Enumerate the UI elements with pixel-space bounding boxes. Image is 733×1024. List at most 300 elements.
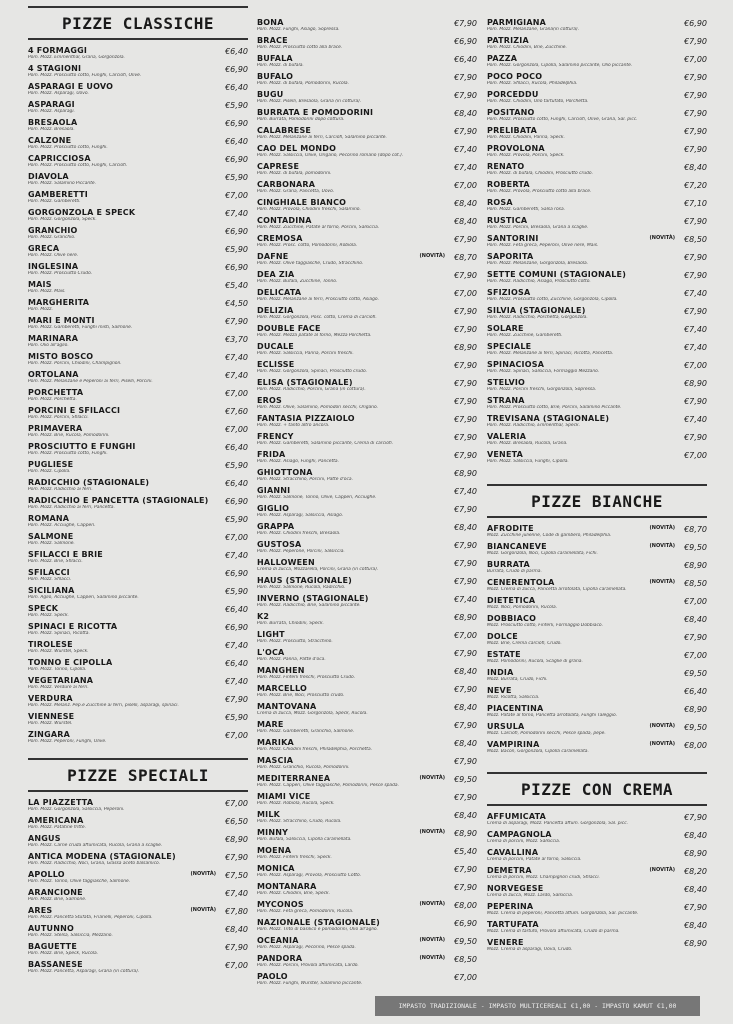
divider [28, 758, 248, 760]
menu-item [257, 594, 477, 612]
item-ingredients: Pom. Mozz. Gamberetti, Salsa rosa. [487, 207, 566, 212]
item-price: €7,90 [684, 73, 707, 82]
item-price: €8,90 [684, 939, 707, 948]
item-price: €7,00 [225, 533, 248, 542]
item-name: PEPERINA [487, 902, 534, 911]
item-ingredients: Pom. Mozz. Sfilacci, Rucola, Philadelphia. [487, 81, 578, 86]
menu-item [257, 198, 477, 216]
item-name: DELICATA [257, 288, 302, 297]
item-name: SFILACCI E BRIE [28, 550, 103, 559]
menu-item [257, 558, 477, 576]
item-ingredients: Pom. Mozz. Speck. [28, 613, 69, 618]
item-name: INGLESINA [28, 262, 79, 271]
item-name: GHIOTTONA [257, 468, 313, 477]
item-ingredients: Mozz. Crema di tartufo, Provola affumicata, Crudo di parma. [487, 929, 620, 934]
menu-item [257, 900, 477, 918]
item-ingredients: Crema di zucca, Mozz. Lardo, Salsiccia. [487, 893, 574, 898]
item-name: INVERNO (STAGIONALE) [257, 594, 369, 603]
item-name: VENETA [487, 450, 524, 459]
item-ingredients: Pom. Mozz. Prosciutto cotto, Brie, Porcini, Salamino Piccante. [487, 405, 622, 410]
menu-list-classiche [28, 46, 248, 748]
menu-item [257, 162, 477, 180]
item-ingredients: Pom. Mozz. Olive, Salamino, Pomodori secchi, Origano. [257, 405, 379, 410]
item-name: MISTO BOSCO [28, 352, 94, 361]
item-ingredients: Pom. Mozz. Stracchino, Crudo, Rucola. [257, 819, 342, 824]
item-ingredients: Pom. Mozz. Granchio. [28, 235, 76, 240]
item-name: POCO POCO [487, 72, 543, 81]
item-ingredients: Pom. Mozz. Grana, Pancetta, Uovo. [257, 189, 335, 194]
menu-item [257, 90, 477, 108]
item-price: €5,90 [225, 101, 248, 110]
item-ingredients: Crema di asparagi, Mozz. Pancetta affum. Gorgonzola, Sal. picc. [487, 821, 628, 826]
novelty-badge: (NOVITÀ) [649, 723, 675, 729]
item-price: €6,90 [454, 37, 477, 46]
item-name: RADICCHIO E PANCETTA (STAGIONALE) [28, 496, 209, 505]
menu-item [257, 918, 477, 936]
menu-item [487, 848, 707, 866]
item-ingredients: Pom. Mozz. Funghi, Würstel, Salamino piccante. [257, 981, 363, 986]
item-name: MONICA [257, 864, 295, 873]
item-ingredients: Pom. Mozz. Melanzane, Gorgonzola, Bresaola. [487, 261, 589, 266]
menu-item [28, 316, 248, 334]
item-price: €7,10 [684, 199, 707, 208]
menu-item [257, 144, 477, 162]
divider [28, 38, 248, 40]
menu-item [257, 828, 477, 846]
item-name: ANGUS [28, 834, 61, 843]
item-name: TREVISANA (STAGIONALE) [487, 414, 610, 423]
item-ingredients: Pom. Mozz. Chiodini freschi, Philadelphia, Porchetta. [257, 747, 373, 752]
item-price: €6,90 [225, 65, 248, 74]
item-price: €7,90 [454, 379, 477, 388]
item-name: 4 STAGIONI [28, 64, 82, 73]
item-price: €7,40 [684, 325, 707, 334]
novelty-badge: (NOVITÀ) [419, 937, 445, 943]
item-name: MYCONOS [257, 900, 304, 909]
menu-item [257, 72, 477, 90]
menu-item [28, 586, 248, 604]
item-price: €7,90 [454, 307, 477, 316]
menu-item [28, 64, 248, 82]
item-ingredients: Mozz. Noci, Pomodorini, Rucola. [487, 605, 558, 610]
item-ingredients: Pom. Mozz. Gorgonzola, Cipolla, Salamino piccante, Olio piccante. [487, 63, 633, 68]
item-price: €7,90 [684, 633, 707, 642]
item-name: AFRODITE [487, 524, 534, 533]
item-price: €7,90 [684, 271, 707, 280]
item-ingredients: Pom. Mozz. Gorgonzola, Salsiccia, Peperoni. [28, 807, 125, 812]
item-ingredients: Pom. Mozz. Prosciutto cotto alla brace. [257, 45, 343, 50]
item-ingredients: Pom. Mozz. Radicchio ai ferri. [28, 487, 93, 492]
menu-item [487, 650, 707, 668]
item-name: BUGU [257, 90, 284, 99]
item-price: €7,90 [684, 217, 707, 226]
item-ingredients: Pom. Mozz. di bufala, Pomodorini, Rucola. [257, 81, 350, 86]
item-name: PIACENTINA [487, 704, 544, 713]
menu-item [487, 414, 707, 432]
item-ingredients: Mozz. Crema di asparagi, Uova, Crudo. [487, 947, 573, 952]
item-ingredients: Pom. Mozz. Prosciutto, Stracchino. [257, 639, 333, 644]
item-price: €7,90 [684, 307, 707, 316]
item-name: GUSTOSA [257, 540, 302, 549]
section-title: PIZZE BIANCHE [531, 492, 663, 511]
item-price: €9,50 [454, 937, 477, 946]
item-name: BURRATA [487, 560, 530, 569]
item-ingredients: Pom. Mozz. Chiodini, Olio tartufato, Porchetta. [487, 99, 589, 104]
item-name: STRANA [487, 396, 525, 405]
menu-item [28, 352, 248, 370]
item-ingredients: Pom. Mozz. Finferli freschi, Speck. [257, 855, 332, 860]
item-ingredients: Pom. Mozz. Brie, Speck, Rucola. [28, 951, 99, 956]
menu-item [257, 216, 477, 234]
item-ingredients: Pom. Mozz. Piselli, Bresaola, Grana (in cottura). [257, 99, 362, 104]
item-name: STELVIO [487, 378, 526, 387]
item-price: €5,90 [225, 713, 248, 722]
item-price: €7,00 [454, 973, 477, 982]
item-name: ASPARAGI [28, 100, 75, 109]
item-price: €8,90 [684, 379, 707, 388]
item-name: DELIZIA [257, 306, 294, 315]
menu-item [487, 668, 707, 686]
item-price: €7,90 [454, 73, 477, 82]
item-name: VALERIA [487, 432, 527, 441]
item-name: OCEANIA [257, 936, 299, 945]
item-name: AFFUMICATA [487, 812, 547, 821]
menu-item [487, 432, 707, 450]
item-ingredients: Pom. Mozz. Porcini, Bresaola, Grana a scaglie. [487, 225, 589, 230]
novelty-badge: (NOVITÀ) [649, 741, 675, 747]
item-price: €7,90 [454, 505, 477, 514]
divider [487, 772, 707, 774]
item-ingredients: Pom. Mozz. Asparagi, Salsiccia, Asiago. [257, 513, 344, 518]
item-name: BURRATA E POMODORINI [257, 108, 374, 117]
item-ingredients: Pom. Mozz. Melanz. Pep.e Zucchine ai ferri, piselli, asparagi, spinaci. [28, 703, 179, 708]
item-ingredients: Pom. Mozz. Gamberetti. [28, 199, 81, 204]
menu-item [28, 906, 248, 924]
item-ingredients: Pom. Mozz. Radicchio, Porchetta, Gorgonzola. [487, 315, 588, 320]
item-price: €7,40 [454, 487, 477, 496]
menu-item [28, 496, 248, 514]
dough-options-footer: IMPASTO TRADIZIONALE - IMPASTO MULTICEREALI €1,00 - IMPASTO KAMUT €1,00 [375, 996, 700, 1016]
novelty-badge: (NOVITÀ) [649, 525, 675, 531]
menu-item [487, 830, 707, 848]
item-ingredients: Pom. Mozz. Prosciutto cotto, Funghi. [28, 451, 108, 456]
item-name: DIAVOLA [28, 172, 69, 181]
item-name: CAPRESE [257, 162, 300, 171]
item-name: LIGHT [257, 630, 285, 639]
menu-item [257, 414, 477, 432]
item-name: CREMOSA [257, 234, 303, 243]
item-price: €7,90 [454, 883, 477, 892]
menu-item [257, 378, 477, 396]
item-ingredients: Pom. Mozz. Gamberetti, Funghi misti, Salmone. [28, 325, 133, 330]
menu-item [257, 630, 477, 648]
menu-item [28, 798, 248, 816]
menu-item [257, 540, 477, 558]
novelty-badge: (NOVITÀ) [190, 907, 216, 913]
item-name: BAGUETTE [28, 942, 77, 951]
item-price: €8,40 [684, 921, 707, 930]
item-name: GORGONZOLA E SPECK [28, 208, 136, 217]
item-name: BASSANESE [28, 960, 83, 969]
item-price: €7,90 [684, 91, 707, 100]
item-name: GAMBERETTI [28, 190, 88, 199]
menu-item [487, 378, 707, 396]
menu-list-crema [487, 812, 707, 956]
item-price: €8,50 [684, 579, 707, 588]
header-classiche [28, 0, 248, 46]
item-price: €7,00 [684, 451, 707, 460]
item-price: €7,90 [454, 397, 477, 406]
item-price: €7,90 [454, 865, 477, 874]
item-price: €7,90 [225, 943, 248, 952]
menu-item [487, 324, 707, 342]
menu-item [487, 216, 707, 234]
item-ingredients: Pom. Mozz. Prosciutto cotto, Zucchine, Gorgonzola, Cipolla. [487, 297, 618, 302]
item-price: €8,90 [684, 561, 707, 570]
menu-item [487, 938, 707, 956]
item-name: VERDURA [28, 694, 73, 703]
item-price: €7,00 [454, 631, 477, 640]
menu-item [257, 396, 477, 414]
item-price: €8,20 [684, 867, 707, 876]
item-ingredients: Pom. Mozz. Zucchine, Gamberetti. [487, 333, 563, 338]
item-ingredients: Crema di porcini, Mozz. Salsiccia. [487, 839, 561, 844]
item-name: DAFNE [257, 252, 289, 261]
item-price: €7,50 [225, 871, 248, 880]
novelty-badge: (NOVITÀ) [419, 955, 445, 961]
item-name: DUCALE [257, 342, 294, 351]
item-ingredients: Pom. Mozz. Peperoni, Funghi, Olive. [28, 739, 107, 744]
item-price: €6,40 [454, 55, 477, 64]
item-ingredients: Pom. Mozz. Zucchine, Patate al forno, Porcini, Salsiccia. [257, 225, 380, 230]
item-name: DIETETICA [487, 596, 536, 605]
menu-item [28, 568, 248, 586]
menu-item [487, 72, 707, 90]
item-ingredients: Pom. Mozz. Bresaola. [28, 127, 75, 132]
item-ingredients: Pom. Mozz. Prosciutto cotto, Funghi, Carciofi. [28, 163, 128, 168]
item-name: CALABRESE [257, 126, 312, 135]
item-ingredients: Mozz. Zucchine julienne, Code di gambero, Philadelphia. [487, 533, 612, 538]
menu-item [487, 686, 707, 704]
item-ingredients: Mozz. Ricotta, Salsiccia. [487, 695, 540, 700]
item-ingredients: Mozz. Bacon, Gorgonzola, Cipolla caramellata. [487, 749, 589, 754]
item-price: €6,40 [225, 479, 248, 488]
item-ingredients: Pom. Mozz. Asparagi, Pecorino, Pesce spada. [257, 945, 356, 950]
item-name: ROBERTA [487, 180, 530, 189]
menu-item [28, 604, 248, 622]
item-price: €7,00 [225, 731, 248, 740]
item-price: €9,50 [454, 775, 477, 784]
menu-item [487, 162, 707, 180]
item-name: SPINACIOSA [487, 360, 545, 369]
item-price: €7,00 [684, 55, 707, 64]
item-ingredients: Pom. Mozz. Porcini, Provola affumicata, Lardo. [257, 963, 359, 968]
novelty-badge: (NOVITÀ) [649, 543, 675, 549]
item-price: €6,40 [684, 687, 707, 696]
menu-item [28, 478, 248, 496]
item-name: POSITANO [487, 108, 535, 117]
item-name: GRAPPA [257, 522, 295, 531]
menu-item [257, 810, 477, 828]
menu-item [487, 144, 707, 162]
item-price: €7,40 [225, 551, 248, 560]
item-name: CAVALLINA [487, 848, 539, 857]
item-price: €8,70 [454, 253, 477, 262]
item-ingredients: Pom. Mozz. Olive nere. [28, 253, 79, 258]
item-ingredients: Mozz. Crema di zucca, Pancetta arrotolata, Cipolla caramellata. [487, 587, 627, 592]
menu-item [257, 306, 477, 324]
menu-item [487, 920, 707, 938]
section-title: PIZZE SPECIALI [67, 766, 209, 785]
menu-item [28, 172, 248, 190]
item-name: SFILACCI [28, 568, 70, 577]
item-ingredients: Pom. Mozz. Tonno, Cipolla. [28, 667, 87, 672]
item-price: €7,90 [454, 91, 477, 100]
menu-item [28, 532, 248, 550]
item-name: AUTUNNO [28, 924, 74, 933]
item-price: €7,40 [684, 415, 707, 424]
item-name: SALMONE [28, 532, 74, 541]
item-price: €8,00 [454, 901, 477, 910]
item-ingredients: Pom. Mozz. Prosciutto cotto, Funghi, Carciofi, Olive. [28, 73, 142, 78]
item-ingredients: Crema di porcini, Mozz. Champignon crudi, Sfilacci. [487, 875, 600, 880]
item-price: €7,40 [225, 641, 248, 650]
item-ingredients: Pom. Mozz. Asparagi, Provola, Prosciutto Cotto. [257, 873, 362, 878]
item-name: SILVIA (STAGIONALE) [487, 306, 586, 315]
item-ingredients: Pom. Mozz. Mais. [28, 289, 66, 294]
item-ingredients: Pom. Mozz. Melanzane, Grana(in cottura). [487, 27, 580, 32]
menu-item [257, 576, 477, 594]
menu-item [487, 884, 707, 902]
section-title: PIZZE CLASSICHE [62, 14, 214, 33]
item-ingredients: Pom. Mozz. Sfilacci. [28, 577, 72, 582]
menu-item [28, 640, 248, 658]
item-price: €8,40 [684, 163, 707, 172]
divider [487, 804, 707, 806]
menu-item [28, 942, 248, 960]
item-price: €6,40 [225, 47, 248, 56]
novelty-badge: (NOVITÀ) [190, 871, 216, 877]
menu-list-middle [257, 18, 477, 990]
item-ingredients: Pom. Mozz. Salmone, Tonno, Olive, Capperi, Acciughe. [257, 495, 377, 500]
menu-item [257, 720, 477, 738]
item-name: K2 [257, 612, 270, 621]
column-right [487, 18, 707, 956]
item-name: BUFALO [257, 72, 294, 81]
item-price: €7,00 [225, 191, 248, 200]
item-name: LA PIAZZETTA [28, 798, 94, 807]
item-price: €7,90 [454, 541, 477, 550]
item-name: GRANCHIO [28, 226, 78, 235]
item-ingredients: Pom. Mozz. Gamberetti, Granchio, Salmone. [257, 729, 355, 734]
item-ingredients: Pom. Mozz. di bufala, pomodorini. [257, 171, 332, 176]
item-price: €6,50 [225, 817, 248, 826]
menu-item [487, 108, 707, 126]
item-name: TIROLESE [28, 640, 73, 649]
item-price: €8,40 [454, 739, 477, 748]
item-name: TONNO E CIPOLLA [28, 658, 113, 667]
item-price: €4,50 [225, 299, 248, 308]
menu-item [28, 208, 248, 226]
menu-item [487, 252, 707, 270]
item-ingredients: Pom. Mozz. Radicchio, Asiago, Prosciutto cotto. [487, 279, 591, 284]
menu-item [487, 560, 707, 578]
menu-item [257, 288, 477, 306]
item-price: €7,90 [454, 721, 477, 730]
item-name: PORCINI E SFILACCI [28, 406, 121, 415]
item-name: PANDORA [257, 954, 303, 963]
item-ingredients: Pom. Mozz. Würstel, Speck. [28, 649, 89, 654]
menu-item [257, 486, 477, 504]
menu-item [28, 834, 248, 852]
item-price: €7,90 [454, 19, 477, 28]
item-price: €5,40 [225, 281, 248, 290]
menu-item [28, 424, 248, 442]
item-price: €7,80 [225, 907, 248, 916]
item-price: €7,90 [684, 127, 707, 136]
item-name: BONA [257, 18, 284, 27]
item-price: €8,90 [454, 613, 477, 622]
item-price: €7,00 [225, 389, 248, 398]
item-ingredients: Pom. Mozz. Radicchio, Emmenthal, Speck. [487, 423, 580, 428]
menu-item [257, 882, 477, 900]
item-price: €5,90 [225, 587, 248, 596]
item-price: €9,50 [684, 669, 707, 678]
item-ingredients: Pom. Mozz. Gorgonzola, Spinaci, Prosciutto crudo. [257, 369, 368, 374]
item-name: SOLARE [487, 324, 524, 333]
item-ingredients: Pom. Mozz. [28, 307, 53, 312]
item-name: CAMPAGNOLA [487, 830, 552, 839]
item-ingredients: Pom. Olio all'aglio. [28, 343, 69, 348]
menu-item [28, 676, 248, 694]
item-ingredients: Mozz. Burrata, Crudo, Fichi. [487, 677, 548, 682]
item-name: ASPARAGI E UOVO [28, 82, 114, 91]
menu-item [257, 450, 477, 468]
item-price: €7,40 [454, 163, 477, 172]
item-name: PAOLO [257, 972, 288, 981]
item-name: SPINACI E RICOTTA [28, 622, 118, 631]
item-price: €7,90 [225, 853, 248, 862]
item-name: FRENCY [257, 432, 294, 441]
menu-list-bianche [487, 524, 707, 758]
item-name: CARBONARA [257, 180, 316, 189]
item-ingredients: Pom. Mozz. Spinaci, Salsiccia, Formaggio Mezzano. [487, 369, 600, 374]
item-ingredients: Pom. Mozz. Porchetta. [28, 397, 77, 402]
item-price: €7,40 [225, 889, 248, 898]
item-price: €7,90 [454, 127, 477, 136]
item-ingredients: Pom. Mozz. Melanzane e Peperoni ai ferri, Piselli, Porcini. [28, 379, 153, 384]
item-price: €7,90 [454, 415, 477, 424]
menu-item [487, 542, 707, 560]
item-ingredients: Pom. Mozz. Radicchio, Noci, Grana, Glassa aceto balsamico. [28, 861, 161, 866]
menu-item [28, 118, 248, 136]
menu-item [257, 468, 477, 486]
item-name: SETTE COMUNI (STAGIONALE) [487, 270, 627, 279]
item-ingredients: Pom. Mozz. Feta greca, Pomodorini, Rucola. [257, 909, 354, 914]
menu-item [257, 252, 477, 270]
menu-item [28, 370, 248, 388]
menu-item [28, 712, 248, 730]
item-name: ROMANA [28, 514, 70, 523]
item-ingredients: Pom. Mozz. Salsiccia, Funghi, Cipolla. [487, 459, 569, 464]
item-ingredients: Pom. Mozz. di bufala. [257, 63, 304, 68]
item-ingredients: Pom. Mozz. Patatine fritte. [28, 825, 86, 830]
item-name: MILK [257, 810, 281, 819]
item-price: €5,90 [225, 173, 248, 182]
item-name: SPECK [28, 604, 59, 613]
menu-item [28, 262, 248, 280]
item-price: €7,00 [225, 961, 248, 970]
